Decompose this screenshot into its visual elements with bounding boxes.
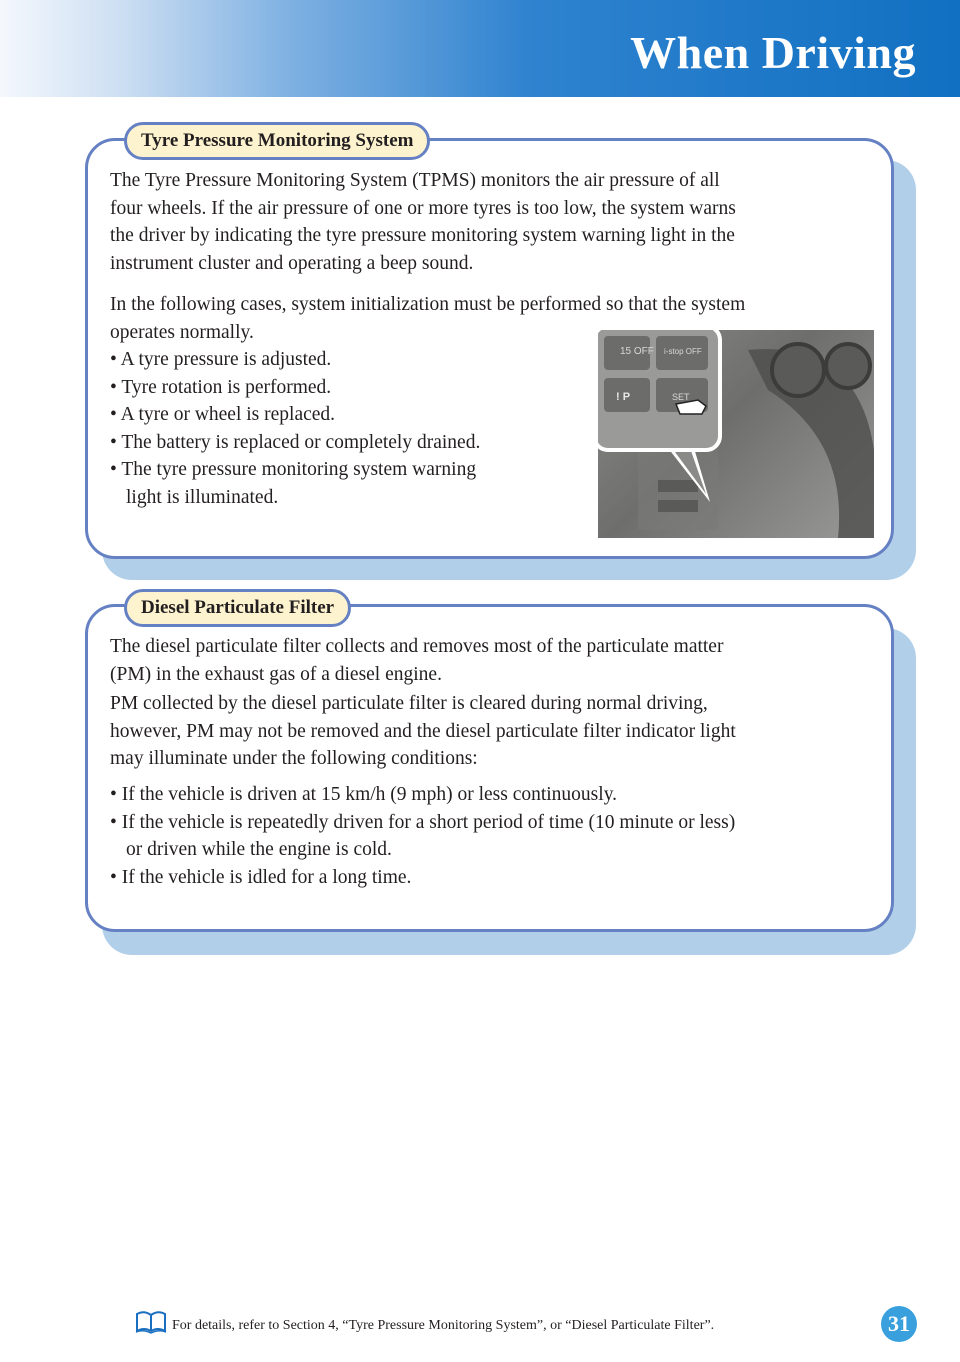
switch-label: SET	[672, 392, 690, 402]
switch-label: 15 OFF	[620, 346, 654, 357]
dpf-detail-line: may illuminate under the following conditions:	[110, 748, 478, 769]
tpms-intro-line: four wheels. If the air pressure of one or more tyres is too low, the system warns	[110, 197, 736, 219]
switch-label: i-stop OFF	[664, 347, 702, 356]
switch-label: ! P	[616, 391, 631, 403]
dpf-intro-line: (PM) in the exhaust gas of a diesel engine.	[110, 663, 442, 685]
tpms-bullet: • Tyre rotation is performed.	[110, 376, 332, 398]
page-number-badge: 31	[881, 1306, 917, 1342]
tpms-intro	[110, 167, 870, 277]
dpf-intro	[110, 633, 880, 688]
page-title: When Driving	[630, 27, 916, 78]
tpms-bullet: • The battery is replaced or completely drained.	[110, 431, 481, 453]
tpms-section-tab: Tyre Pressure Monitoring System	[124, 122, 430, 160]
dpf-bullet: • If the vehicle is driven at 15 km/h (9 mph) or less continuously.	[110, 784, 618, 805]
tpms-bullet-continuation: light is illuminated.	[126, 486, 279, 508]
tpms-intro-line: instrument cluster and operating a beep sound.	[110, 252, 474, 274]
tpms-intro-line: The Tyre Pressure Monitoring System (TPMS) monitors the air pressure of all	[110, 170, 720, 191]
dpf-bullet: • If the vehicle is repeatedly driven for a short period of time (10 minute or less)	[110, 811, 736, 833]
header-banner	[0, 0, 960, 97]
dpf-section-tab: Diesel Particulate Filter	[124, 589, 351, 627]
tpms-bullet: • The tyre pressure monitoring system warning	[110, 459, 477, 480]
dashboard-switch-photo	[598, 330, 874, 538]
dpf-detail	[110, 690, 880, 773]
tpms-cases-line: operates normally.	[110, 321, 254, 343]
dpf-bullet-continuation: or driven while the engine is cold.	[126, 839, 392, 860]
dpf-intro-line: The diesel particulate filter collects and removes most of the particulate matter	[110, 636, 724, 657]
dashboard-illustration	[598, 330, 874, 538]
tpms-bullet: • A tyre or wheel is replaced.	[110, 404, 336, 425]
dpf-detail-line: however, PM may not be removed and the diesel particulate filter indicator light	[110, 720, 736, 742]
open-book-icon	[135, 1310, 167, 1334]
dpf-conditions	[110, 781, 880, 891]
tpms-intro-line: the driver by indicating the tyre pressure monitoring system warning light in the	[110, 225, 735, 246]
reference-note: For details, refer to Section 4, “Tyre Pressure Monitoring System”, or “Diesel Particulate Filter”.	[172, 1318, 715, 1333]
tpms-cases-line: In the following cases, system initialization must be performed so that the system	[110, 294, 746, 315]
dpf-detail-line: PM collected by the diesel particulate filter is cleared during normal driving,	[110, 693, 708, 714]
dpf-bullet: • If the vehicle is idled for a long time.	[110, 866, 412, 888]
tpms-bullet: • A tyre pressure is adjusted.	[110, 349, 332, 370]
